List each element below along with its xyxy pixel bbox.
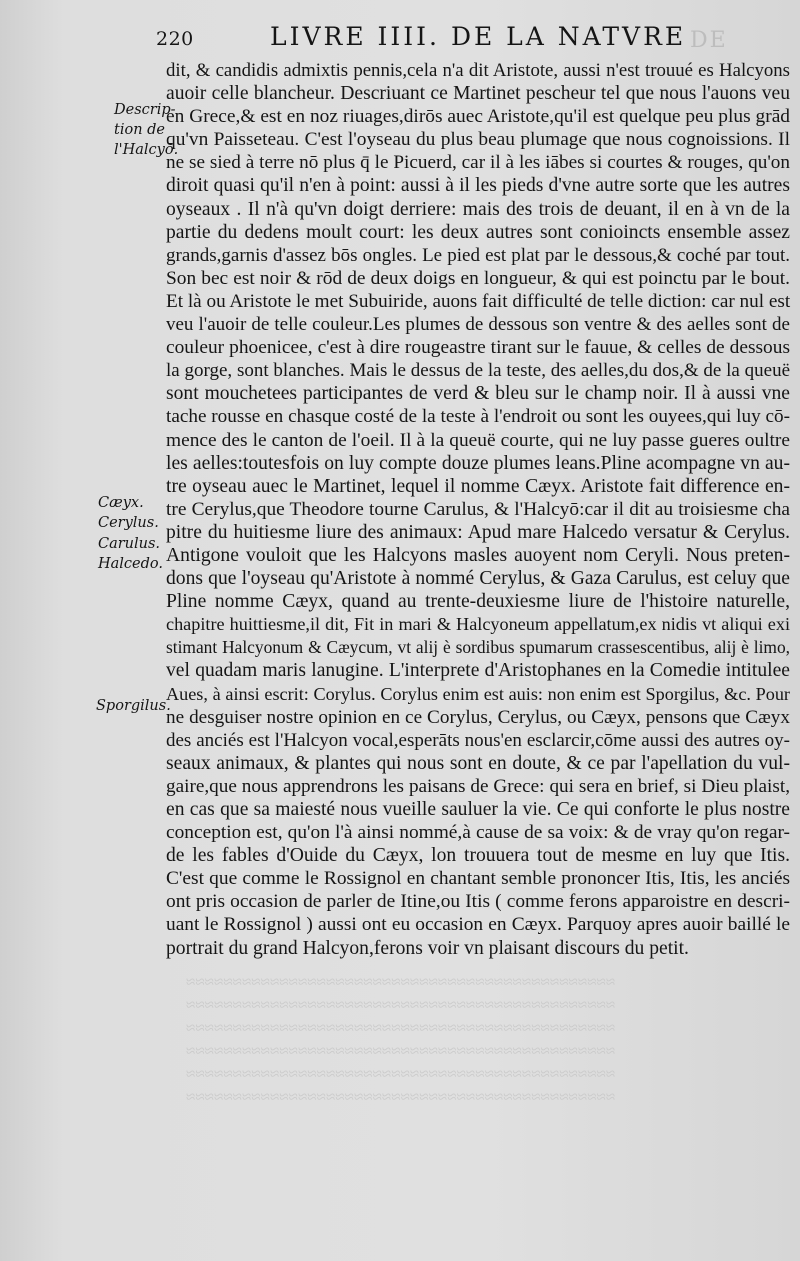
text-line: Son bec est noir & rōd de deux doigs en longueur, & qui est poinctu par le bout.: [166, 267, 790, 289]
text-line: auoir celle blancheur. Descriuant ce Martinet pescheur tel que nous l'auons veu: [166, 83, 790, 105]
margin-note: Halcedo.: [98, 556, 163, 572]
text-line: Aues, à ainsi escrit: Corylus. Corylus enim est auis: non enim est Sporgilus, &c. Pour: [166, 683, 790, 704]
margin-note: Sporgilus.: [96, 698, 171, 714]
page-number: 220: [156, 28, 194, 50]
text-line: seaux animaux, & plantes qui nous sont en doute, & ce par l'apellation du vul-: [166, 752, 790, 774]
text-line: pitre du huitiesme liure des animaux: Apud mare Halcedo versatur & Cerylus.: [166, 521, 790, 543]
text-line: gaire,que nous apprendrons les paisans de Grece: qui sera en brief, si Dieu plaist,: [166, 775, 790, 797]
text-line: ne desguiser nostre opinion en ce Corylus, Cerylus, ou Cæyx, pensons que Cæyx: [166, 706, 790, 728]
text-line: dons que l'oyseau qu'Aristote à nommé Cerylus, & Gaza Carulus, est celuy que: [166, 568, 790, 590]
text-line: Et là ou Aristote le met Subuiride, auons fait difficulté de telle diction: car nul est: [166, 290, 791, 312]
margin-note: Cæyx.: [98, 495, 144, 511]
text-line: vel quadam maris lanugine. L'interprete d'Aristophanes en la Comedie intitulee: [166, 660, 790, 682]
running-title: LIVRE IIII. DE LA NATVRE: [270, 22, 687, 51]
text-line: conception est, qu'on l'à ainsi nommé,à cause de sa voix: & de vray qu'on regar-: [166, 822, 790, 844]
text-line: tache rousse en chasque costé de la teste à l'endroit ou sont les ouyees,qui luy cō-: [166, 406, 790, 428]
margin-note: Cerylus.: [98, 515, 159, 531]
text-line: oyseaux . Il n'à qu'vn doigt derriere: mais des trois de deuant, il en à vn de la: [166, 198, 790, 220]
text-line: Pline nomme Cæyx, quand au trente-deuxiesme liure de l'histoire naturelle,: [166, 591, 790, 613]
margin-note: l'Halcyō.: [114, 142, 179, 158]
margin-note: Carulus.: [98, 536, 161, 552]
text-line: en Grece,& est en noz riuages,dirōs auec Aristote,qu'il est quelque peu plus grād: [166, 106, 790, 128]
bleed-through-text: DE: [690, 28, 728, 53]
show-through-texture: ≈≈≈≈≈≈≈≈≈≈≈≈≈≈≈≈≈≈≈≈≈≈≈≈≈≈≈≈≈≈≈≈≈≈≈≈≈≈≈≈≈≈≈≈≈≈ ≈≈≈≈≈≈≈≈≈≈≈≈≈≈≈≈≈≈≈≈≈≈≈≈≈≈≈≈≈≈≈≈≈≈≈≈≈≈≈≈≈≈≈≈≈≈ ≈≈≈≈≈≈≈≈≈≈≈≈≈≈≈≈≈≈≈≈≈≈≈≈≈≈≈≈≈≈≈≈≈≈≈≈≈≈≈≈≈≈≈≈≈≈ ≈≈≈≈≈≈≈≈≈≈≈≈≈≈≈≈≈≈≈≈≈≈≈≈≈≈≈≈≈≈≈≈≈≈≈≈≈≈≈≈≈≈≈≈≈≈ ≈≈≈≈≈≈≈≈≈≈≈≈≈≈≈≈≈≈≈≈≈≈≈≈≈≈≈≈≈≈≈≈≈≈≈≈≈≈≈≈≈≈≈≈≈≈ ≈≈≈≈≈≈≈≈≈≈≈≈≈≈≈≈≈≈≈≈≈≈≈≈≈≈≈≈≈≈≈≈≈≈≈≈≈≈≈≈≈≈≈≈≈≈: [186, 972, 616, 1106]
text-line: ne se sied à terre nō plus q̄ le Picuerd, car il à les iābes si courtes & rouges, qu'on: [166, 152, 790, 174]
text-line: chapitre huittiesme,il dit, Fit in mari & Halcyoneum appellatum,ex nidis vt aliqui exi: [166, 614, 790, 635]
text-line: sont mouchetees participantes de verd & bleu sur le champ noir. Il à aussi vne: [166, 383, 790, 405]
text-line: Antigone vouloit que les Halcyons masles auoyent nom Ceryli. Nous preten-: [166, 544, 790, 566]
text-line: tre Cerylus,que Theodore tourne Carulus, & l'Halcyō:car il dit au troisiesme cha: [166, 498, 790, 520]
text-line: veu l'auoir de telle couleur.Les plumes de dessous son ventre & des aelles sont de: [166, 314, 790, 336]
margin-note: Descrip-: [114, 102, 176, 118]
text-line: couleur phoenicee, c'est à dire rougeastre tirant sur le fauue, & celles de dessous: [166, 337, 790, 359]
text-line: de les fables d'Ouide du Cæyx, lon trouuera tout de mesme en luy que Itis.: [166, 845, 790, 867]
body-text: [166, 59, 790, 960]
text-line: les aelles:toutesfois on luy compte douze plumes leans.Pline acompagne vn au-: [166, 452, 790, 474]
text-line: C'est que comme le Rossignol en chantant semble prononcer Itis, Itis, les anciés: [166, 868, 790, 890]
text-line: uant le Rossignol ) aussi ont eu occasion en Cæyx. Parquoy apres auoir baillé le: [166, 914, 790, 936]
text-line: qu'vn Paisseteau. C'est l'oyseau du plus beau plumage que nous cognoissions. Il: [166, 129, 790, 151]
text-line: tre oyseau auec le Martinet, lequel il nomme Cæyx. Aristote fait difference en-: [166, 475, 790, 497]
text-line: portrait du grand Halcyon,ferons voir vn plaisant discours du petit.: [166, 937, 689, 959]
text-line: dit, & candidis admixtis pennis,cela n'a dit Aristote, aussi n'est trouué es Halcyons: [166, 60, 790, 81]
text-line: mence des le canton de l'oeil. Il à la queuë courte, qui ne luy passe gueres oultre: [166, 429, 790, 451]
text-line: en cas que sa maiesté nous vueille sauluer la vie. Ce qui conforte le plus nostre: [166, 799, 790, 820]
page-header: [0, 22, 800, 56]
text-line: stimant Halcyonum & Cæycum, vt alij è sordibus spumarum crassescentibus, alij è limo,: [166, 637, 790, 658]
text-line: des anciés est l'Halcyon vocal,esperāts nous'en esclarcir,cōme aussi des autres oy-: [166, 729, 790, 751]
text-line: ont pris occasion de parler de Itine,ou Itis ( comme ferons apparoistre en descri-: [166, 891, 790, 913]
text-line: la gorge, sont blanches. Mais le dessus de la teste, des aelles,du dos,& de la queuë: [166, 360, 790, 382]
text-line: grands,garnis d'assez bōs ongles. Le pied est plat par le dessous,& coché par tout.: [166, 244, 790, 266]
margin-note: tion de: [114, 122, 166, 138]
text-line: diroit quasi qu'il n'en à point: aussi à il les pieds d'vne autre sorte que les autres: [166, 175, 790, 197]
text-line: partie du dedens moult court: les deux autres sont conioincts ensemble assez: [166, 221, 790, 243]
